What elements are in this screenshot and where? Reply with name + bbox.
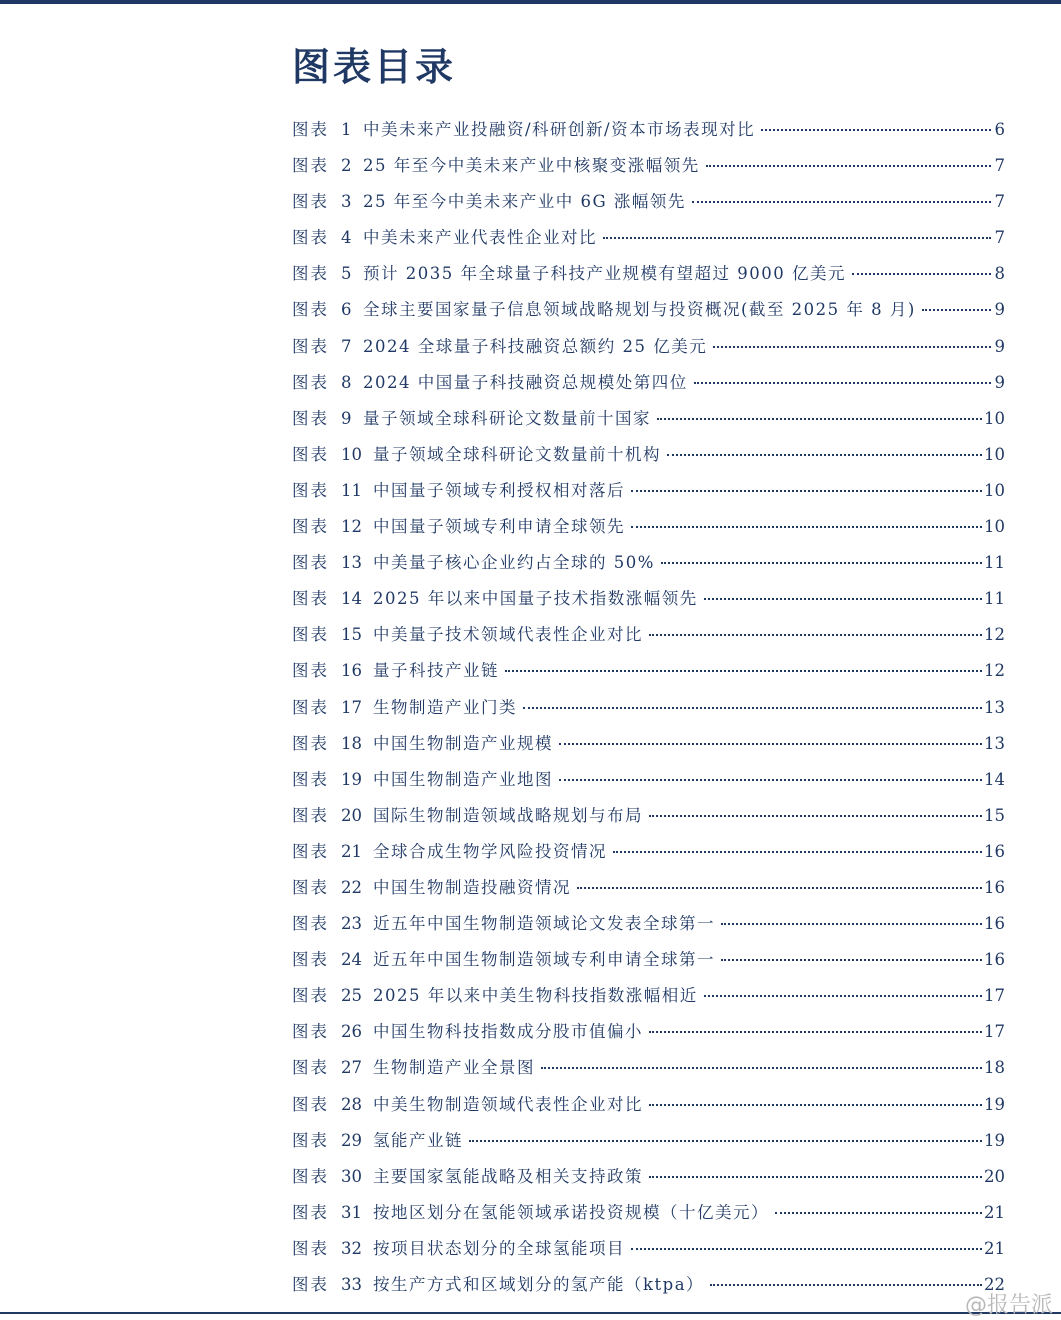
toc-entry-leader-dots <box>761 128 991 131</box>
toc-entry-page-number: 7 <box>994 156 1005 176</box>
toc-entry[interactable] <box>292 798 1005 834</box>
toc-entry-title: 全球合成生物学风险投资情况 <box>373 841 607 861</box>
toc-entry-prefix: 图表 <box>292 408 329 428</box>
toc-entry-title: 主要国家氢能战略及相关支持政策 <box>373 1166 643 1186</box>
toc-entry-prefix: 图表 <box>292 697 329 717</box>
toc-entry-leader-dots <box>721 922 982 925</box>
toc-entry[interactable] <box>292 1267 1005 1303</box>
toc-entry-title: 按生产方式和区域划分的氢产能（ktpa） <box>373 1275 705 1294</box>
toc-entry-number: 27 <box>341 1058 362 1078</box>
toc-entry-leader-dots <box>692 200 991 203</box>
toc-entry-title: 2025 年以来中国量子技术指数涨幅领先 <box>373 589 698 609</box>
toc-entry-title: 中国生物科技指数成分股市值偏小 <box>373 1022 643 1042</box>
toc-entry-number: 32 <box>341 1238 362 1258</box>
toc-entry-page-number: 9 <box>994 372 1005 392</box>
toc-entry[interactable] <box>292 834 1005 870</box>
toc-entry-title: 25 年至今中美未来产业中核聚变涨幅领先 <box>363 156 700 176</box>
toc-entry-page-number: 10 <box>984 517 1005 537</box>
toc-entry[interactable] <box>292 1014 1005 1050</box>
toc-entry-page-number: 13 <box>984 697 1005 717</box>
toc-entry-title: 按地区划分在氢能领域承诺投资规模（十亿美元） <box>373 1202 769 1222</box>
toc-entry-title: 中国生物制造产业地图 <box>373 769 553 789</box>
toc-entry-page-number: 7 <box>994 228 1005 248</box>
toc-entry[interactable] <box>292 653 1005 689</box>
watermark: @报告派 <box>964 1293 1053 1318</box>
toc-entry-title: 2025 年以来中美生物科技指数涨幅相近 <box>373 986 698 1006</box>
toc-entry[interactable] <box>292 906 1005 942</box>
toc-entry-title: 2024 全球量子科技融资总额约 25 亿美元 <box>363 336 708 356</box>
toc-entry-title: 国际生物制造领域战略规划与布局 <box>373 805 643 825</box>
toc-entry-page-number: 16 <box>984 841 1005 861</box>
toc-entry-number: 2 <box>341 156 352 176</box>
toc-entry-title: 中美量子核心企业约占全球的 50% <box>373 553 655 573</box>
toc-entry-title: 中美未来产业代表性企业对比 <box>363 228 597 248</box>
toc-entry-leader-dots <box>721 958 982 961</box>
toc-entry-number: 21 <box>341 841 362 861</box>
top-rule <box>0 0 1061 4</box>
toc-entry-prefix: 图表 <box>292 336 329 356</box>
toc-entry-number: 33 <box>341 1275 362 1294</box>
toc-entry[interactable] <box>292 220 1005 256</box>
toc-entry-page-number: 19 <box>984 1130 1005 1150</box>
toc-entry-leader-dots <box>631 489 982 492</box>
toc-entry[interactable] <box>292 365 1005 401</box>
toc-entry-leader-dots <box>559 778 982 781</box>
toc-entry-prefix: 图表 <box>292 300 329 320</box>
toc-entry-number: 4 <box>341 228 352 248</box>
toc-entry-prefix: 图表 <box>292 950 329 970</box>
toc-entry-leader-dots <box>631 525 982 528</box>
toc-entry-prefix: 图表 <box>292 444 329 464</box>
toc-entry-page-number: 10 <box>984 408 1005 428</box>
toc-entry-page-number: 18 <box>984 1058 1005 1078</box>
toc-entry-prefix: 图表 <box>292 914 329 934</box>
toc-entry-page-number: 10 <box>984 444 1005 464</box>
toc-entry-prefix: 图表 <box>292 553 329 573</box>
toc-entry-title: 25 年至今中美未来产业中 6G 涨幅领先 <box>363 192 686 212</box>
toc-entry-leader-dots <box>613 850 982 853</box>
toc-entry-title: 2024 中国量子科技融资总规模处第四位 <box>363 372 688 392</box>
toc-entry-number: 25 <box>341 986 362 1006</box>
toc-entry-page-number: 22 <box>984 1275 1005 1294</box>
toc-entry[interactable] <box>292 1123 1005 1159</box>
toc-entry-page-number: 17 <box>984 1022 1005 1042</box>
toc-entry-title: 中美生物制造领域代表性企业对比 <box>373 1094 643 1114</box>
toc-entry-prefix: 图表 <box>292 517 329 537</box>
toc-entry-prefix: 图表 <box>292 1130 329 1150</box>
toc-entry-number: 24 <box>341 950 362 970</box>
toc-entry-title: 按项目状态划分的全球氢能项目 <box>373 1238 625 1258</box>
toc-entry-prefix: 图表 <box>292 1275 329 1294</box>
toc-entry-number: 11 <box>341 480 362 500</box>
toc-entry-number: 18 <box>341 733 362 753</box>
toc-entry-title: 中国生物制造投融资情况 <box>373 877 571 897</box>
toc-entry[interactable] <box>292 581 1005 617</box>
toc-entry-prefix: 图表 <box>292 661 329 681</box>
toc-entry-prefix: 图表 <box>292 192 329 212</box>
toc-entry-leader-dots <box>649 633 982 636</box>
toc-entry-title: 全球主要国家量子信息领域战略规划与投资概况(截至 2025 年 8 月) <box>363 300 916 320</box>
toc-entry-prefix: 图表 <box>292 1166 329 1186</box>
toc-entry-page-number: 9 <box>994 336 1005 356</box>
toc-entry-number: 12 <box>341 517 362 537</box>
toc-entry-prefix: 图表 <box>292 120 329 139</box>
toc-entry-number: 17 <box>341 697 362 717</box>
toc-entry-number: 15 <box>341 625 362 645</box>
toc-entry[interactable] <box>292 545 1005 581</box>
toc-entry-leader-dots <box>649 814 982 817</box>
toc-entry-number: 31 <box>341 1202 362 1222</box>
toc-entry-prefix: 图表 <box>292 1238 329 1258</box>
toc-entry-leader-dots <box>603 236 991 239</box>
toc-entry-leader-dots <box>559 742 982 745</box>
toc-entry-prefix: 图表 <box>292 625 329 645</box>
toc-entry[interactable] <box>292 509 1005 545</box>
toc-entry-prefix: 图表 <box>292 1058 329 1078</box>
toc-entry-title: 近五年中国生物制造领域专利申请全球第一 <box>373 950 715 970</box>
toc-entry-prefix: 图表 <box>292 228 329 248</box>
toc-entry-prefix: 图表 <box>292 480 329 500</box>
toc-entry-number: 6 <box>341 300 352 320</box>
toc-entry-page-number: 15 <box>984 805 1005 825</box>
toc-entry-prefix: 图表 <box>292 1022 329 1042</box>
toc-entry[interactable] <box>292 184 1005 220</box>
toc-entry-number: 23 <box>341 914 362 934</box>
toc-entry-number: 8 <box>341 372 352 392</box>
toc-entry-leader-dots <box>710 1283 982 1286</box>
toc-entry-title: 中国生物制造产业规模 <box>373 733 553 753</box>
toc-entry[interactable] <box>292 473 1005 509</box>
toc-entry-title: 中国量子领域专利授权相对落后 <box>373 480 625 500</box>
toc-entry-title: 中美量子技术领域代表性企业对比 <box>373 625 643 645</box>
toc-entry-leader-dots <box>713 345 991 348</box>
toc-entry-number: 5 <box>341 264 352 284</box>
toc-entry[interactable] <box>292 401 1005 437</box>
toc-entry[interactable] <box>292 1050 1005 1086</box>
toc-entry[interactable] <box>292 690 1005 726</box>
toc-entry-leader-dots <box>649 1103 982 1106</box>
toc-entry[interactable] <box>292 329 1005 365</box>
toc-entry-number: 26 <box>341 1022 362 1042</box>
toc-entry-leader-dots <box>631 1247 982 1250</box>
page-title: 图表目录 <box>292 44 457 89</box>
toc-entry-page-number: 20 <box>984 1166 1005 1186</box>
bottom-rule <box>0 1312 1061 1314</box>
toc-entry-prefix: 图表 <box>292 769 329 789</box>
toc-entry-number: 10 <box>341 444 362 464</box>
toc-entry-leader-dots <box>505 669 982 672</box>
toc-entry-leader-dots <box>852 272 991 275</box>
toc-entry-leader-dots <box>541 1066 982 1069</box>
toc-entry-page-number: 19 <box>984 1094 1005 1114</box>
toc-entry-leader-dots <box>523 706 982 709</box>
toc-entry-leader-dots <box>775 1211 982 1214</box>
toc-entry-title: 预计 2035 年全球量子科技产业规模有望超过 9000 亿美元 <box>363 264 846 284</box>
toc-entry-leader-dots <box>649 1175 982 1178</box>
toc-entry-prefix: 图表 <box>292 1094 329 1114</box>
toc-entry-number: 1 <box>341 120 352 139</box>
toc-entry[interactable] <box>292 292 1005 328</box>
toc-entry-title: 中国量子领域专利申请全球领先 <box>373 517 625 537</box>
figure-toc-list <box>292 112 1005 1303</box>
toc-entry-number: 30 <box>341 1166 362 1186</box>
toc-entry-prefix: 图表 <box>292 1202 329 1222</box>
toc-entry-number: 20 <box>341 805 362 825</box>
toc-entry[interactable] <box>292 112 1005 148</box>
toc-entry-prefix: 图表 <box>292 805 329 825</box>
toc-entry-page-number: 7 <box>994 192 1005 212</box>
toc-entry-leader-dots <box>706 164 991 167</box>
toc-entry-page-number: 11 <box>984 553 1005 573</box>
toc-entry-leader-dots <box>657 417 982 420</box>
toc-entry-page-number: 8 <box>994 264 1005 284</box>
toc-entry-leader-dots <box>469 1139 982 1142</box>
toc-entry-page-number: 17 <box>984 986 1005 1006</box>
toc-entry[interactable] <box>292 617 1005 653</box>
toc-entry[interactable] <box>292 1159 1005 1195</box>
toc-entry-prefix: 图表 <box>292 733 329 753</box>
toc-entry-number: 19 <box>341 769 362 789</box>
toc-entry-number: 28 <box>341 1094 362 1114</box>
toc-entry-title: 氢能产业链 <box>373 1130 463 1150</box>
toc-entry-page-number: 6 <box>994 120 1005 139</box>
toc-entry-title: 生物制造产业全景图 <box>373 1058 535 1078</box>
toc-entry-number: 29 <box>341 1130 362 1150</box>
toc-entry-prefix: 图表 <box>292 156 329 176</box>
toc-entry-number: 7 <box>341 336 352 356</box>
toc-entry-number: 22 <box>341 877 362 897</box>
toc-entry[interactable] <box>292 870 1005 906</box>
toc-entry-leader-dots <box>694 381 991 384</box>
toc-entry-page-number: 10 <box>984 480 1005 500</box>
toc-entry-title: 量子领域全球科研论文数量前十国家 <box>363 408 651 428</box>
toc-entry[interactable] <box>292 148 1005 184</box>
toc-entry-number: 9 <box>341 408 352 428</box>
toc-entry-leader-dots <box>577 886 982 889</box>
toc-entry-title: 量子科技产业链 <box>373 661 499 681</box>
toc-entry-prefix: 图表 <box>292 986 329 1006</box>
toc-entry[interactable] <box>292 256 1005 292</box>
toc-entry-page-number: 9 <box>994 300 1005 320</box>
toc-entry-title: 量子领域全球科研论文数量前十机构 <box>373 444 661 464</box>
toc-entry-leader-dots <box>667 453 982 456</box>
toc-entry-number: 14 <box>341 589 362 609</box>
toc-entry-leader-dots <box>649 1030 982 1033</box>
toc-entry-page-number: 14 <box>984 769 1005 789</box>
toc-entry-title: 近五年中国生物制造领域论文发表全球第一 <box>373 914 715 934</box>
toc-entry[interactable] <box>292 978 1005 1014</box>
toc-entry-leader-dots <box>704 597 982 600</box>
toc-entry-prefix: 图表 <box>292 877 329 897</box>
toc-entry[interactable] <box>292 1195 1005 1231</box>
toc-entry-leader-dots <box>704 994 982 997</box>
toc-entry[interactable] <box>292 762 1005 798</box>
toc-entry-title: 中美未来产业投融资/科研创新/资本市场表现对比 <box>363 120 756 139</box>
toc-entry-title: 生物制造产业门类 <box>373 697 517 717</box>
toc-entry-page-number: 12 <box>984 625 1005 645</box>
toc-entry-prefix: 图表 <box>292 372 329 392</box>
toc-entry[interactable] <box>292 1231 1005 1267</box>
toc-entry-prefix: 图表 <box>292 264 329 284</box>
toc-entry-page-number: 12 <box>984 661 1005 681</box>
toc-entry-page-number: 11 <box>984 589 1005 609</box>
toc-entry-page-number: 16 <box>984 914 1005 934</box>
toc-entry-number: 13 <box>341 553 362 573</box>
toc-entry-prefix: 图表 <box>292 589 329 609</box>
toc-entry[interactable] <box>292 726 1005 762</box>
toc-entry-leader-dots <box>661 561 982 564</box>
toc-entry-page-number: 13 <box>984 733 1005 753</box>
toc-entry-number: 3 <box>341 192 352 212</box>
toc-entry-page-number: 21 <box>984 1202 1005 1222</box>
toc-entry-prefix: 图表 <box>292 841 329 861</box>
toc-entry[interactable] <box>292 1087 1005 1123</box>
toc-entry[interactable] <box>292 437 1005 473</box>
toc-entry-number: 16 <box>341 661 362 681</box>
toc-entry-leader-dots <box>922 308 991 311</box>
toc-entry[interactable] <box>292 942 1005 978</box>
toc-entry-page-number: 16 <box>984 877 1005 897</box>
toc-entry-page-number: 16 <box>984 950 1005 970</box>
toc-entry-page-number: 21 <box>984 1238 1005 1258</box>
